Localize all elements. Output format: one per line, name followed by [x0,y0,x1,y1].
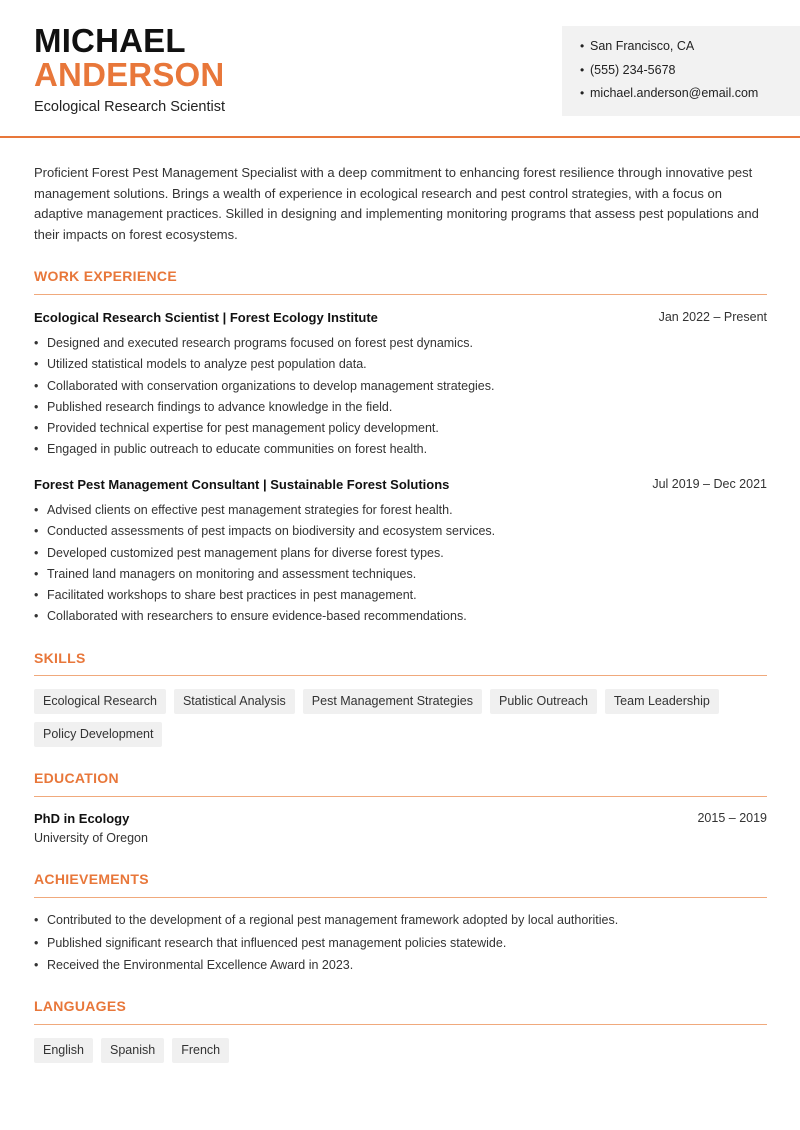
list-item: • Received the Environmental Excellence Award in 2023. [34,957,767,980]
language-tags [34,1038,767,1063]
contact-location: • San Francisco, CA [580,38,758,62]
contact-phone: • (555) 234-5678 [580,62,758,86]
skill-tag: Statistical Analysis [174,689,295,714]
language-tag: French [172,1038,229,1063]
list-item: • Engaged in public outreach to educate communities on forest health. [34,441,767,462]
achievement-bullets [34,912,767,980]
education-school: University of Oregon [34,831,148,845]
section-divider [34,675,767,676]
job-role: Forest Pest Management Consultant | Sustainable Forest Solutions [34,477,450,492]
first-name: MICHAEL [34,22,186,59]
section-title-languages: LANGUAGES [34,998,127,1014]
list-item: • Developed customized pest management plans for diverse forest types. [34,545,767,566]
job-role: Ecological Research Scientist | Forest Ecology Institute [34,310,378,325]
skill-tag: Pest Management Strategies [303,689,482,714]
contact-box [562,26,800,116]
list-item: • Collaborated with conservation organizations to develop management strategies. [34,378,767,399]
skills-tags [34,689,767,747]
section-divider [34,294,767,295]
job-dates: Jul 2019 – Dec 2021 [652,477,767,491]
section-divider [34,1024,767,1025]
job-heading [34,477,767,492]
list-item: • Published significant research that influenced pest management policies statewide. [34,935,767,958]
job-title: Ecological Research Scientist [34,99,226,115]
job-dates: Jan 2022 – Present [658,310,767,324]
job-bullets [34,335,767,463]
section-title-achievements: ACHIEVEMENTS [34,871,149,887]
last-name: ANDERSON [34,56,225,93]
section-divider [34,796,767,797]
skill-tag: Policy Development [34,722,162,747]
list-item: • Contributed to the development of a regional pest management framework adopted by local authorities. [34,912,767,935]
education-degree: PhD in Ecology [34,811,130,826]
skill-tag: Ecological Research [34,689,166,714]
list-item: • Advised clients on effective pest management strategies for forest health. [34,502,767,523]
section-divider [34,897,767,898]
list-item: • Published research findings to advance knowledge in the field. [34,399,767,420]
contact-email: • michael.anderson@email.com [580,85,758,109]
list-item: • Designed and executed research programs focused on forest pest dynamics. [34,335,767,356]
job-bullets [34,502,767,630]
list-item: • Trained land managers on monitoring and assessment techniques. [34,566,767,587]
list-item: • Facilitated workshops to share best practices in pest management. [34,587,767,608]
resume-header [0,0,800,138]
skill-tag: Public Outreach [490,689,597,714]
section-title-education: EDUCATION [34,770,119,786]
language-tag: Spanish [101,1038,164,1063]
job-heading [34,310,767,325]
section-title-skills: SKILLS [34,650,86,666]
list-item: • Conducted assessments of pest impacts on biodiversity and ecosystem services. [34,523,767,544]
section-title-work: WORK EXPERIENCE [34,268,177,284]
contact-list [580,38,758,109]
list-item: • Utilized statistical models to analyze pest population data. [34,356,767,377]
language-tag: English [34,1038,93,1063]
list-item: • Provided technical expertise for pest management policy development. [34,420,767,441]
skill-tag: Team Leadership [605,689,719,714]
education-dates: 2015 – 2019 [697,811,767,825]
summary-paragraph: Proficient Forest Pest Management Specialist with a deep commitment to enhancing forest resilience through innovative pest management solutions. Brings a wealth of experience in ecological research and pest control strategies, with a focus on adaptive management practices. Skilled in designing and implementing monitoring programs that assess pest populations and their impacts on forest ecosystems. [34,165,759,243]
list-item: • Collaborated with researchers to ensure evidence-based recommendations. [34,608,767,629]
